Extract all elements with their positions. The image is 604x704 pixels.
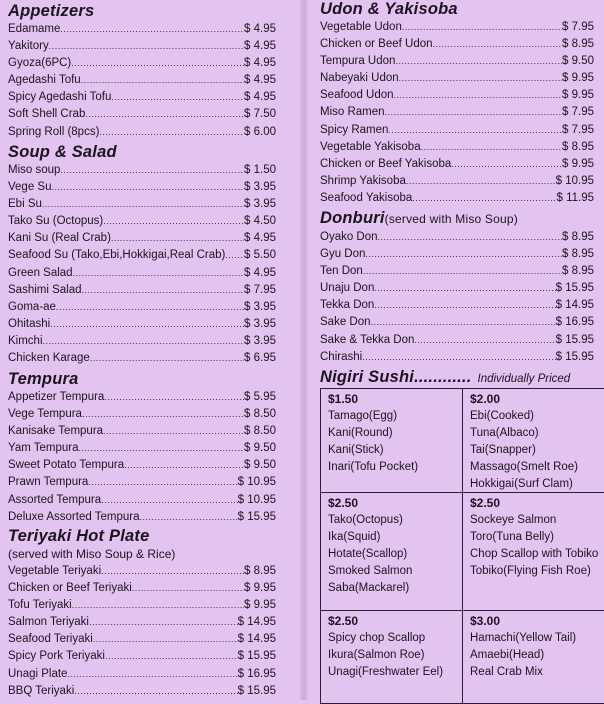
item-price: $ 10.95 — [237, 476, 276, 489]
dot-leader — [71, 55, 244, 72]
dot-leader — [111, 89, 244, 106]
section-title: Teriyaki Hot Plate — [8, 527, 150, 545]
dot-leader — [101, 563, 244, 580]
item-name: Yam Tempura — [8, 442, 79, 455]
item-name: Chicken or Beef Udon — [320, 38, 433, 51]
dot-leader — [451, 156, 562, 173]
nigiri-item: Smoked Salmon — [328, 565, 413, 577]
item-name: Prawn Tempura — [8, 476, 89, 489]
dot-leader — [104, 389, 244, 406]
menu-item — [8, 38, 276, 55]
dot-leader — [89, 614, 238, 631]
item-price: $ 14.95 — [237, 616, 276, 629]
nigiri-price-group — [321, 611, 463, 703]
menu-item — [8, 179, 276, 196]
item-price: $ 7.95 — [562, 123, 594, 136]
section-subtitle: (served with Miso Soup & Rice) — [8, 547, 176, 561]
item-name: Spicy Pork Teriyaki — [8, 650, 105, 663]
item-name: Vegetable Teriyaki — [8, 565, 102, 577]
item-name: Miso soup — [8, 164, 61, 176]
item-price: $ 8.50 — [244, 425, 276, 438]
section-note: Individually Priced — [477, 373, 571, 385]
item-price: $ 9.95 — [244, 599, 276, 612]
item-name: Yakitory — [8, 40, 49, 53]
menu-item — [8, 247, 276, 264]
dot-leader — [414, 332, 555, 349]
item-price: $ 3.95 — [244, 181, 276, 194]
item-name: Spicy Agedashi Tofu — [8, 91, 112, 104]
item-price: $ 15.95 — [555, 333, 594, 346]
item-price: $ 14.95 — [237, 633, 276, 646]
item-name: Ten Don — [320, 265, 363, 278]
menu-item — [320, 332, 594, 349]
item-name: Ohitashi — [8, 317, 51, 330]
dot-leader — [73, 265, 244, 282]
nigiri-item: Tako(Octopus) — [328, 514, 403, 526]
item-name: Tofu Teriyaki — [8, 599, 72, 612]
item-name: BBQ Teriyaki — [8, 684, 75, 697]
menu-item — [8, 492, 276, 509]
menu-item — [8, 648, 276, 665]
item-price: $ 4.95 — [244, 232, 276, 245]
menu-item — [320, 53, 594, 70]
item-price: $ 6.95 — [244, 352, 276, 365]
nigiri-price-group — [463, 611, 604, 703]
menu-item — [320, 349, 594, 366]
item-name: Spicy Ramen — [320, 123, 389, 136]
udon-section — [320, 0, 594, 207]
item-price: $ 3.95 — [244, 317, 276, 330]
item-name: Soft Shell Crab — [8, 108, 86, 121]
item-name: Sake & Tekka Don — [320, 333, 415, 346]
dot-leader — [101, 492, 238, 509]
item-price: $ 9.50 — [244, 459, 276, 472]
item-name: Salmon Teriyaki — [8, 616, 89, 629]
item-price: $ 7.95 — [244, 283, 276, 296]
dot-leader — [363, 263, 562, 280]
nigiri-item: Toro(Tuna Belly) — [470, 531, 554, 543]
item-price: $ 4.95 — [244, 266, 276, 279]
dot-leader — [388, 122, 562, 139]
menu-item — [320, 190, 594, 207]
item-price: $ 4.50 — [244, 215, 276, 228]
menu-item — [320, 70, 594, 87]
item-price: $ 14.95 — [555, 299, 594, 312]
dot-leader — [433, 36, 563, 53]
item-name: Seafood Su (Tako,Ebi,Hokkigai,Real Crab) — [8, 249, 226, 262]
menu-item — [8, 580, 276, 597]
menu-item — [320, 229, 594, 246]
menu-item — [320, 19, 594, 36]
dot-leader — [225, 247, 244, 264]
nigiri-price-group — [321, 389, 463, 493]
dot-leader — [378, 229, 562, 246]
menu-item — [8, 213, 276, 230]
item-price: $ 10.95 — [555, 174, 594, 187]
dot-leader — [51, 179, 244, 196]
group-price: $2.50 — [328, 614, 359, 628]
item-list — [8, 21, 276, 141]
item-name: Unagi Plate — [8, 667, 68, 680]
menu-item — [8, 666, 276, 683]
item-name: Seafood Teriyaki — [8, 633, 93, 646]
item-price: $ 5.50 — [244, 249, 276, 262]
donburi-section — [320, 209, 594, 366]
dot-leader — [421, 139, 562, 156]
item-price: $ 15.95 — [237, 684, 276, 697]
dot-leader — [79, 440, 244, 457]
item-price: $ 8.95 — [562, 140, 594, 153]
dot-leader — [43, 333, 245, 350]
menu-item — [320, 36, 594, 53]
item-name: Nabeyaki Udon — [320, 72, 399, 85]
dot-leader — [42, 196, 244, 213]
item-name: Deluxe Assorted Tempura — [8, 510, 140, 523]
dot-leader — [105, 648, 238, 665]
item-list — [8, 389, 276, 526]
nigiri-item: Real Crab Mix — [470, 666, 543, 678]
dot-leader — [99, 124, 244, 141]
item-list — [8, 563, 276, 700]
menu-item — [8, 106, 276, 123]
item-price: $ 8.95 — [562, 248, 594, 261]
menu-item — [320, 139, 594, 156]
nigiri-item: Amaebi(Head) — [470, 649, 545, 661]
menu-item — [8, 389, 276, 406]
item-name: Gyoza(6PC) — [8, 57, 72, 70]
dot-leader — [111, 230, 244, 247]
item-price: $ 3.95 — [244, 300, 276, 313]
nigiri-item: Kani(Stick) — [328, 444, 384, 456]
item-name: Kimchi — [8, 334, 43, 347]
menu-item — [8, 124, 276, 141]
dot-leader — [93, 631, 238, 648]
group-price: $3.00 — [470, 614, 501, 628]
nigiri-item: Saba(Mackarel) — [328, 582, 410, 594]
item-name: Assorted Tempura — [8, 493, 102, 506]
tempura-section — [8, 370, 276, 526]
nigiri-price-group — [463, 493, 604, 611]
nigiri-item: Hamachi(Yellow Tail) — [470, 632, 577, 644]
dot-leader — [399, 70, 562, 87]
item-name: Miso Ramen — [320, 106, 385, 119]
dot-leader — [72, 597, 244, 614]
item-price: $ 9.95 — [244, 582, 276, 595]
nigiri-item: Inari(Tofu Pocket) — [328, 461, 419, 473]
item-name: Tako Su (Octopus) — [8, 215, 104, 228]
section-title: Soup & Salad — [8, 143, 117, 161]
menu-item — [8, 21, 276, 38]
item-price: $ 7.95 — [562, 106, 594, 119]
item-price: $ 15.95 — [237, 650, 276, 663]
soup-salad-section — [8, 143, 276, 367]
item-name: Sake Don — [320, 316, 371, 329]
nigiri-item: Tuna(Albaco) — [470, 427, 539, 439]
item-price: $ 9.50 — [244, 442, 276, 455]
menu-item — [8, 406, 276, 423]
menu-item — [8, 423, 276, 440]
item-name: Tekka Don — [320, 299, 375, 312]
item-name: Spring Roll (8pcs) — [8, 125, 100, 138]
section-title-text: Donburi — [320, 209, 385, 227]
item-name: Shrimp Yakisoba — [320, 174, 406, 187]
dot-leader — [365, 246, 562, 263]
item-price: $ 16.95 — [555, 316, 594, 329]
nigiri-item: Tai(Snapper) — [470, 444, 536, 456]
menu-item — [8, 440, 276, 457]
item-price: $ 8.95 — [562, 265, 594, 278]
dot-leader — [60, 162, 244, 179]
dot-leader — [362, 349, 555, 366]
item-name: Sweet Potato Tempura — [8, 459, 125, 472]
item-price: $ 4.95 — [244, 57, 276, 70]
dot-leader — [81, 72, 244, 89]
dot-leader — [90, 350, 244, 367]
nigiri-price-group — [321, 493, 463, 611]
group-price: $2.50 — [470, 496, 501, 510]
item-price: $ 8.95 — [562, 231, 594, 243]
menu-item — [320, 246, 594, 263]
menu-item — [8, 72, 276, 89]
item-price: $ 10.95 — [237, 493, 276, 506]
item-price: $ 5.95 — [244, 391, 276, 403]
menu-item — [320, 280, 594, 297]
item-name: Vege Su — [8, 181, 52, 194]
appetizers-section — [8, 2, 276, 141]
item-price: $ 8.50 — [244, 408, 276, 421]
dot-leader — [385, 104, 562, 121]
nigiri-item: Unagi(Freshwater Eel) — [328, 666, 444, 678]
section-title: Appetizers — [8, 2, 95, 20]
item-price: $ 4.95 — [244, 23, 276, 35]
section-subtitle: (served with Miso Soup) — [384, 212, 518, 226]
nigiri-grid — [320, 388, 604, 704]
item-name: Agedashi Tofu — [8, 74, 81, 87]
menu-item — [8, 89, 276, 106]
item-price: $ 15.95 — [555, 282, 594, 295]
nigiri-item: Chop Scallop with Tobiko — [470, 548, 599, 560]
dot-leader — [49, 38, 244, 55]
menu-item — [320, 314, 594, 331]
item-name: Sashimi Salad — [8, 283, 82, 296]
group-price: $1.50 — [328, 392, 359, 406]
menu-item — [8, 509, 276, 526]
nigiri-price-group — [463, 389, 604, 493]
menu-item — [8, 316, 276, 333]
dot-leader — [103, 423, 244, 440]
menu-item — [8, 55, 276, 72]
item-price: $ 4.95 — [244, 74, 276, 87]
menu-item — [320, 87, 594, 104]
dot-leader — [82, 282, 245, 299]
item-price: $ 8.95 — [244, 565, 276, 577]
nigiri-item: Kani(Round) — [328, 427, 393, 439]
group-price: $2.00 — [470, 392, 501, 406]
item-name: Vege Tempura — [8, 408, 82, 421]
menu-item — [320, 156, 594, 173]
dot-leader — [85, 106, 244, 123]
item-price: $ 3.95 — [244, 198, 276, 211]
menu-item — [8, 350, 276, 367]
item-name: Chirashi — [320, 350, 363, 363]
dot-leader — [412, 190, 556, 207]
teriyaki-section — [8, 527, 276, 700]
dot-leader — [406, 173, 556, 190]
item-name: Vegetable Udon — [320, 21, 402, 33]
menu-item — [8, 597, 276, 614]
item-name: Chicken or Beef Teriyaki — [8, 582, 132, 595]
item-name: Ebi Su — [8, 198, 42, 211]
nigiri-item: Ebi(Cooked) — [470, 410, 534, 422]
nigiri-item: Hotate(Scallop) — [328, 548, 408, 560]
dot-leader — [402, 19, 562, 36]
nigiri-item: Massago(Smelt Roe) — [470, 461, 579, 473]
menu-item — [8, 683, 276, 700]
menu-item — [320, 104, 594, 121]
item-name: Gyu Don — [320, 248, 366, 261]
section-title: Udon & Yakisoba — [320, 0, 458, 18]
nigiri-item: Hokkigai(Surf Clam) — [470, 478, 573, 490]
nigiri-item: Tobiko(Flying Fish Roe) — [470, 565, 591, 577]
group-price: $2.50 — [328, 496, 359, 510]
section-title: Tempura — [8, 370, 79, 388]
nigiri-item: Ika(Squid) — [328, 531, 381, 543]
menu-item — [8, 457, 276, 474]
item-price: $ 6.00 — [244, 125, 276, 138]
dot-leader — [74, 683, 237, 700]
item-list — [320, 19, 594, 207]
item-name: Vegetable Yakisoba — [320, 140, 421, 153]
menu-item — [320, 122, 594, 139]
menu-item — [8, 282, 276, 299]
item-price: $ 9.95 — [562, 72, 594, 85]
item-price: $ 15.95 — [555, 350, 594, 363]
item-name: Seafood Udon — [320, 89, 394, 102]
dot-leader — [132, 580, 244, 597]
item-price: $ 4.95 — [244, 91, 276, 104]
item-name: Unaju Don — [320, 282, 375, 295]
item-name: Edamame — [8, 23, 61, 35]
item-name: Kanisake Tempura — [8, 425, 104, 438]
item-price: $ 11.95 — [556, 191, 594, 204]
item-price: $ 16.95 — [237, 667, 276, 680]
nigiri-item: Tamago(Egg) — [328, 410, 398, 422]
dot-leader — [88, 474, 237, 491]
section-title: Nigiri Sushi............ — [320, 368, 472, 386]
menu-item — [8, 333, 276, 350]
dot-leader — [67, 666, 237, 683]
dot-leader — [374, 280, 555, 297]
item-price: $ 7.95 — [562, 21, 594, 33]
menu-item — [8, 230, 276, 247]
menu-item — [8, 196, 276, 213]
dot-leader — [50, 316, 244, 333]
dot-leader — [103, 213, 244, 230]
item-name: Tempura Udon — [320, 55, 396, 68]
menu-item — [8, 265, 276, 282]
dot-leader — [56, 299, 244, 316]
item-price: $ 3.95 — [244, 334, 276, 347]
menu-item — [8, 162, 276, 179]
dot-leader — [395, 53, 562, 70]
menu-item — [320, 263, 594, 280]
dot-leader — [374, 297, 555, 314]
item-name: Kani Su (Real Crab) — [8, 232, 111, 245]
item-price: $ 4.95 — [244, 40, 276, 53]
menu-fold — [300, 0, 308, 700]
section-title — [320, 209, 594, 229]
item-name: Chicken Karage — [8, 352, 90, 365]
item-list — [320, 229, 594, 366]
menu-item — [320, 297, 594, 314]
item-price: $ 8.95 — [562, 38, 594, 51]
menu-item — [8, 474, 276, 491]
item-name: Appetizer Tempura — [8, 391, 105, 403]
item-price: $ 1.50 — [244, 164, 276, 176]
nigiri-item: Spicy chop Scallop — [328, 632, 426, 644]
item-name: Seafood Yakisoba — [320, 191, 413, 204]
menu-item — [8, 563, 276, 580]
item-name: Goma-ae — [8, 300, 56, 313]
menu-item — [320, 173, 594, 190]
nigiri-header — [320, 368, 600, 387]
dot-leader — [394, 87, 562, 104]
dot-leader — [82, 406, 244, 423]
item-price: $ 9.95 — [562, 157, 594, 170]
menu-item — [8, 631, 276, 648]
nigiri-item: Ikura(Salmon Roe) — [328, 649, 425, 661]
item-price: $ 9.95 — [562, 89, 594, 102]
menu-item — [8, 614, 276, 631]
item-price: $ 7.50 — [244, 108, 276, 121]
item-list — [8, 162, 276, 367]
dot-leader — [124, 457, 244, 474]
dot-leader — [60, 21, 244, 38]
item-name: Chicken or Beef Yakisoba — [320, 157, 452, 170]
nigiri-item: Sockeye Salmon — [470, 514, 557, 526]
item-name: Oyako Don — [320, 231, 378, 243]
dot-leader — [139, 509, 237, 526]
item-price: $ 9.50 — [562, 55, 594, 68]
menu-item — [8, 299, 276, 316]
item-price: $ 15.95 — [237, 510, 276, 523]
dot-leader — [371, 314, 556, 331]
item-name: Green Salad — [8, 266, 73, 279]
